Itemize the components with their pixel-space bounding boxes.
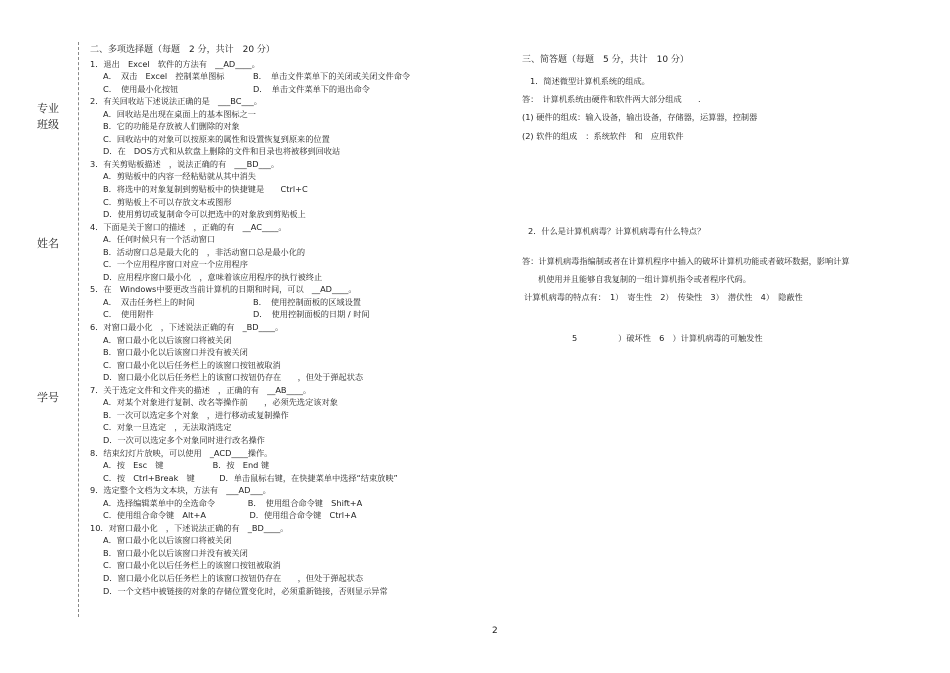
option: A．选择编辑菜单中的全选命令 B． 使用组合命令键 Shift+A	[103, 497, 363, 508]
option: C．窗口最小化以后任务栏上的该窗口按钮被取消	[103, 560, 281, 571]
option: B． 单击文件菜单下的关闭或关闭文件命令	[253, 71, 411, 82]
option: B．活动窗口总是最大化的 ，非活动窗口总是最小化的	[103, 246, 306, 257]
question-6: 6．对窗口最小化 ，下述说法正确的有 _BD____。	[90, 322, 284, 333]
section-title-short-answer: 三、简答题（每题 5 分，共计 10 分）	[522, 55, 689, 65]
question-4: 4．下面是关于窗口的描述 ，正确的有 __AC____。	[90, 221, 287, 232]
multiple-choice-section	[90, 44, 500, 597]
option: B．它的功能是存放被人们删除的对象	[103, 121, 240, 132]
option: C．使用组合命令键 Alt+A D．使用组合命令键 Ctrl+A	[103, 510, 357, 521]
question-8: 8．结束幻灯片放映，可以使用 _ACD____操作。	[90, 447, 273, 458]
option: B．一次可以选定多个对象 ，进行移动或复制操作	[103, 409, 289, 420]
option: A．回收站是出现在桌面上的基本图标之一	[103, 108, 256, 119]
option: D．在 DOS方式和从软盘上删除的文件和目录也将被移到回收站	[103, 146, 341, 157]
option: C．回收站中的对象可以按原来的属性和设置恢复到原来的位置	[103, 133, 330, 144]
option: C．对象一旦选定 ，无法取消选定	[103, 422, 232, 433]
answer-1: 答： 计算机系统由硬件和软件两大部分组成 .	[522, 94, 701, 104]
option: C．剪贴板上不可以存放文本或图形	[103, 196, 232, 207]
label-major: 专业	[37, 102, 59, 115]
option-row	[90, 296, 500, 309]
option: C．按 Ctrl+Break 键 D．单击鼠标右键，在快捷菜单中选择“结束放映”	[103, 472, 398, 483]
option: C．一个应用程序窗口对应一个应用程序	[103, 259, 248, 270]
answer-2-line-1: 答：计算机病毒指编制或者在计算机程序中插入的破坏计算机功能或者破坏数据，影响计算	[522, 256, 850, 266]
binding-line	[78, 42, 79, 617]
option: D．应用程序窗口最小化 ，意味着该应用程序的执行被终止	[103, 271, 323, 282]
section-title-multiple-choice: 二、多项选择题（每题 2 分，共计 20 分）	[90, 45, 275, 55]
option: A．任何时候只有一个活动窗口	[103, 234, 216, 245]
option: D．使用剪切或复制命令可以把选中的对象放到剪贴板上	[103, 209, 306, 220]
question-2: 2．有关回收站下述说法正确的是 ___BC___。	[90, 96, 262, 107]
question-3: 3．有关剪贴板描述 ，说法正确的有 ___BD___。	[90, 158, 280, 169]
question-1: 1．简述微型计算机系统的组成。	[530, 76, 650, 86]
option: C． 使用附件	[103, 309, 154, 320]
option: D．一个文档中被链接的对象的存储位置变化时，必须重新链接，否则显示异常	[103, 585, 388, 596]
option: A．窗口最小化以后该窗口将被关闭	[103, 535, 232, 546]
question-5: 5．在 Windows中要更改当前计算机的日期和时间，可以 __AD____。	[90, 284, 357, 295]
option: A．按 Esc 键 B．按 End 键	[103, 460, 270, 471]
answer-1-hardware: (1) 硬件的组成：输入设备，输出设备，存储器，运算器，控制器	[522, 112, 758, 122]
question-1: 1．退出 Excel 软件的方法有 __AD____。	[90, 58, 260, 69]
option-row	[90, 308, 500, 321]
question-list	[90, 58, 500, 598]
question-7: 7．关于选定文件和文件夹的描述 ，正确的有 __AB____。	[90, 384, 312, 395]
option: D． 单击文件菜单下的退出命令	[253, 83, 370, 94]
label-name: 姓名	[37, 237, 59, 250]
option-row	[90, 83, 500, 96]
label-student-id: 学号	[37, 391, 59, 404]
question-10: 10．对窗口最小化 ，下述说法正确的有 _BD____。	[90, 522, 289, 533]
question-2: 2．什么是计算机病毒？计算机病毒有什么特点？	[528, 226, 706, 236]
answer-2-line-2: 机使用并且能够自我复制的一组计算机指令或者程序代码。	[538, 274, 751, 284]
option: A． 双击 Excel 控制菜单图标	[103, 71, 225, 82]
label-class: 班级	[37, 118, 59, 131]
option: C． 使用最小化按钮	[103, 83, 179, 94]
page-number: 2	[492, 626, 498, 636]
answer-2-line-3: 计算机病毒的特点有： 1） 寄生性 2） 传染性 3） 潜伏性 4） 隐蔽性	[524, 292, 803, 302]
option: B．将选中的对象复制到剪贴板中的快捷键是 Ctrl+C	[103, 184, 308, 195]
option: D． 使用控制面板的日期 / 时间	[253, 309, 370, 320]
option: A．对某个对象进行复制、改名等操作前 ，必须先选定该对象	[103, 397, 338, 408]
option: C．窗口最小化以后任务栏上的该窗口按钮被取消	[103, 359, 281, 370]
option: B． 使用控制面板的区域设置	[253, 296, 361, 307]
option: A．窗口最小化以后该窗口将被关闭	[103, 334, 232, 345]
question-9: 9．选定整个文档为文本块，方法有 ___AD___。	[90, 485, 271, 496]
option: B．窗口最小化以后该窗口并没有被关闭	[103, 347, 248, 358]
option: D．窗口最小化以后任务栏上的该窗口按钮仍存在 ，但处于弹起状态	[103, 372, 364, 383]
option-row	[90, 70, 500, 83]
option: D．一次可以选定多个对象同时进行改名操作	[103, 434, 265, 445]
option: B．窗口最小化以后该窗口并没有被关闭	[103, 547, 248, 558]
answer-2-line-4: 5 ）破坏性 6 ）计算机病毒的可触发性	[572, 333, 763, 343]
option: D．窗口最小化以后任务栏上的该窗口按钮仍存在 ，但处于弹起状态	[103, 572, 364, 583]
answer-1-software: (2) 软件的组成 ：系统软件 和 应用软件	[522, 131, 684, 141]
option: A． 双击任务栏上的时间	[103, 296, 195, 307]
option: A．剪贴板中的内容一经粘贴就从其中消失	[103, 171, 256, 182]
